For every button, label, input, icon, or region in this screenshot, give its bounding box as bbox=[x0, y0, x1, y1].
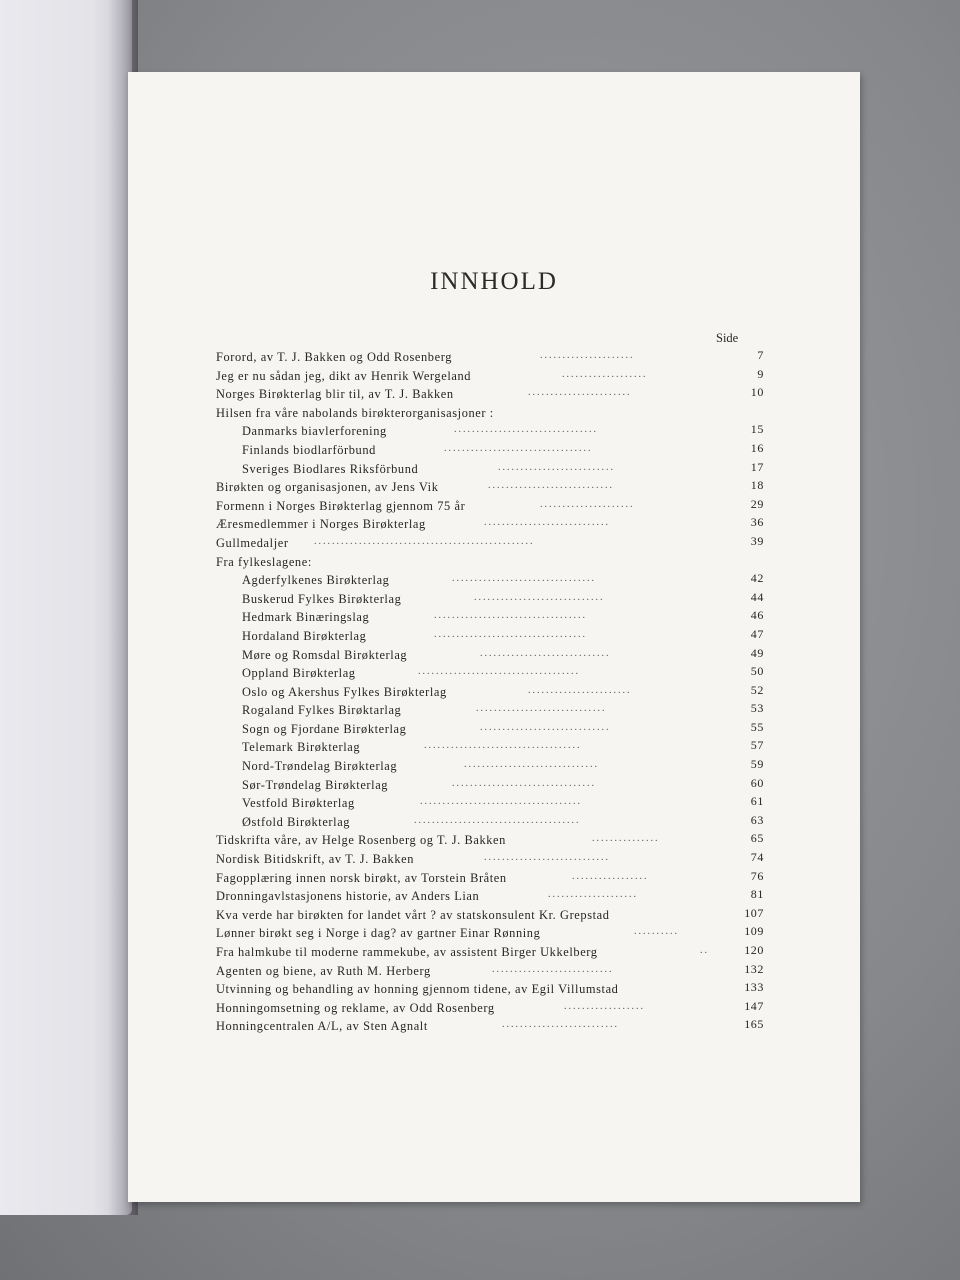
toc-leader-dots: ..................... bbox=[540, 498, 635, 510]
toc-page-number: 18 bbox=[750, 478, 764, 493]
toc-entry bbox=[216, 646, 764, 665]
toc-entry-title: Gullmedaljer bbox=[216, 535, 289, 550]
toc-page-number: 61 bbox=[750, 794, 764, 809]
toc-entry bbox=[216, 590, 764, 609]
toc-page-number: 81 bbox=[750, 887, 764, 902]
toc-page-number: 10 bbox=[750, 385, 764, 400]
toc-page-number: 7 bbox=[757, 348, 764, 362]
toc-entry bbox=[216, 683, 764, 702]
toc-entry-title: Sør-Trøndelag Birøkterlag bbox=[242, 777, 389, 792]
toc-entry-title: Birøkten og organisasjonen, av Jens Vik bbox=[216, 480, 439, 495]
toc-leader-dots: ................................ bbox=[452, 777, 596, 789]
toc-entry bbox=[216, 348, 764, 367]
toc-entry-title: Sveriges Biodlares Riksförbund bbox=[242, 461, 419, 476]
toc-leader-dots: ................. bbox=[572, 870, 649, 882]
toc-leader-dots: .................... bbox=[548, 889, 638, 901]
toc-entry bbox=[216, 534, 764, 553]
toc-entry-title: Norges Birøkterlag blir til, av T. J. Bakken bbox=[216, 387, 454, 402]
toc-page-number: 44 bbox=[750, 589, 764, 604]
toc-entry bbox=[216, 664, 764, 683]
toc-entry bbox=[216, 813, 764, 832]
toc-page-number: 165 bbox=[744, 1017, 764, 1032]
toc-leader-dots: ............... bbox=[592, 833, 660, 845]
toc-entry-title: Oslo og Akershus Fylkes Birøkterlag bbox=[242, 684, 447, 699]
toc-entry-title: Fra fylkeslagene: bbox=[216, 554, 312, 569]
toc-entry bbox=[216, 794, 764, 813]
toc-entry bbox=[216, 515, 764, 534]
toc-page-number: 107 bbox=[744, 905, 764, 920]
toc-entry bbox=[216, 441, 764, 460]
toc-entry-title: Nord-Trøndelag Birøkterlag bbox=[242, 759, 398, 774]
toc-leader-dots: ..................... bbox=[540, 350, 635, 361]
toc-leader-dots: ............................. bbox=[480, 721, 611, 733]
toc-entry bbox=[216, 478, 764, 497]
toc-entry bbox=[216, 367, 764, 386]
toc-leader-dots: .. bbox=[700, 945, 709, 956]
toc-page-number: 15 bbox=[750, 422, 764, 437]
toc-entry bbox=[216, 701, 764, 720]
toc-entry-title: Hilsen fra våre nabolands birøkterorganisasjoner : bbox=[216, 405, 494, 420]
toc-entry-title: Fagopplæring innen norsk birøkt, av Torstein Bråten bbox=[216, 870, 507, 885]
toc-page-number: 120 bbox=[744, 943, 764, 957]
toc-entry-title: Oppland Birøkterlag bbox=[242, 666, 356, 681]
toc-page-number: 17 bbox=[750, 459, 764, 474]
toc-leader-dots: ................................ bbox=[452, 573, 596, 585]
toc-entry-title: Buskerud Fylkes Birøkterlag bbox=[242, 591, 402, 606]
table-of-contents bbox=[216, 348, 764, 1036]
toc-page-number: 57 bbox=[750, 738, 764, 753]
toc-page-number: 50 bbox=[750, 664, 764, 679]
toc-entry-title: Formenn i Norges Birøkterlag gjennom 75 år bbox=[216, 498, 466, 513]
toc-leader-dots: ..................................... bbox=[414, 814, 581, 826]
toc-page-number: 132 bbox=[744, 961, 764, 976]
toc-leader-dots: .................................. bbox=[434, 628, 587, 640]
toc-entry-title: Utvinning og behandling av honning gjennom tidene, av Egil Villumstad bbox=[216, 982, 619, 997]
toc-leader-dots: ............................. bbox=[480, 647, 611, 659]
toc-leader-dots: ............................. bbox=[474, 591, 605, 603]
toc-entry bbox=[216, 404, 764, 423]
toc-entry bbox=[216, 553, 764, 572]
toc-page-number: 16 bbox=[750, 440, 764, 455]
toc-entry-title: Nordisk Bitidskrift, av T. J. Bakken bbox=[216, 852, 415, 867]
toc-entry-title: Agenten og biene, av Ruth M. Herberg bbox=[216, 963, 431, 978]
toc-leader-dots: .......................... bbox=[502, 1019, 619, 1031]
toc-leader-dots: ....................... bbox=[528, 387, 632, 399]
toc-entry-title: Forord, av T. J. Bakken og Odd Rosenberg bbox=[216, 350, 452, 364]
toc-leader-dots: .......................... bbox=[498, 461, 615, 473]
toc-leader-dots: ................................ bbox=[454, 424, 598, 436]
toc-entry bbox=[216, 460, 764, 479]
toc-entry bbox=[216, 776, 764, 795]
toc-leader-dots: ............................. bbox=[476, 703, 607, 715]
toc-entry bbox=[216, 906, 764, 925]
toc-entry-title: Finlands biodlarförbund bbox=[242, 442, 376, 457]
toc-entry bbox=[216, 962, 764, 981]
toc-entry-title: Æresmedlemmer i Norges Birøkterlag bbox=[216, 517, 426, 532]
toc-entry bbox=[216, 571, 764, 590]
toc-page-number: 46 bbox=[750, 608, 764, 623]
toc-entry-title: Honningcentralen A/L, av Sten Agnalt bbox=[216, 1019, 428, 1034]
toc-page-number: 63 bbox=[750, 812, 764, 827]
toc-entry bbox=[216, 422, 764, 441]
toc-entry bbox=[216, 497, 764, 516]
toc-entry bbox=[216, 924, 764, 943]
toc-entry-title: Møre og Romsdal Birøkterlag bbox=[242, 647, 408, 662]
page-column-label: Side bbox=[716, 331, 739, 345]
toc-entry bbox=[216, 608, 764, 627]
toc-page-number: 147 bbox=[744, 998, 764, 1013]
toc-entry bbox=[216, 627, 764, 646]
toc-entry bbox=[216, 385, 764, 404]
toc-leader-dots: ....................... bbox=[528, 684, 632, 696]
toc-leader-dots: ................................................. bbox=[314, 535, 535, 547]
toc-page-number: 36 bbox=[750, 515, 764, 530]
toc-entry bbox=[216, 738, 764, 757]
toc-entry bbox=[216, 999, 764, 1018]
toc-leader-dots: ............................ bbox=[484, 852, 610, 864]
toc-leader-dots: ............................ bbox=[484, 517, 610, 529]
toc-entry bbox=[216, 720, 764, 739]
toc-page-number: 59 bbox=[750, 757, 764, 772]
toc-leader-dots: .................................. bbox=[434, 610, 587, 622]
toc-page-number: 133 bbox=[744, 980, 764, 995]
toc-entry-title: Lønner birøkt seg i Norge i dag? av gartner Einar Rønning bbox=[216, 926, 541, 941]
toc-entry-title: Dronningavlstasjonens historie, av Anders Lian bbox=[216, 889, 480, 904]
toc-entry-title: Jeg er nu sådan jeg, dikt av Henrik Wergeland bbox=[216, 368, 472, 383]
toc-page-number: 109 bbox=[744, 924, 764, 939]
toc-page-number: 9 bbox=[757, 366, 764, 381]
toc-entry bbox=[216, 1017, 764, 1036]
toc-page-number: 76 bbox=[750, 868, 764, 883]
contents-page bbox=[128, 72, 860, 1202]
toc-entry-title: Vestfold Birøkterlag bbox=[242, 796, 355, 811]
toc-leader-dots: .............................. bbox=[464, 759, 599, 771]
toc-entry bbox=[216, 943, 764, 962]
toc-page-number: 53 bbox=[750, 701, 764, 716]
toc-page-number: 49 bbox=[750, 645, 764, 660]
toc-entry-title: Hordaland Birøkterlag bbox=[242, 628, 367, 643]
toc-entry bbox=[216, 850, 764, 869]
toc-entry bbox=[216, 831, 764, 850]
page-title: INNHOLD bbox=[430, 268, 558, 295]
toc-leader-dots: .................. bbox=[564, 1000, 645, 1012]
toc-page-number: 47 bbox=[750, 626, 764, 641]
toc-leader-dots: ............................ bbox=[488, 480, 614, 492]
toc-entry-title: Sogn og Fjordane Birøkterlag bbox=[242, 721, 407, 736]
toc-leader-dots: ........................... bbox=[492, 963, 614, 975]
toc-entry-title: Fra halmkube til moderne rammekube, av assistent Birger Ukkelberg bbox=[216, 945, 598, 959]
toc-page-number: 29 bbox=[750, 496, 764, 511]
toc-entry-title: Rogaland Fylkes Birøktarlag bbox=[242, 703, 402, 718]
toc-entry bbox=[216, 887, 764, 906]
toc-page-number: 42 bbox=[750, 571, 764, 586]
toc-leader-dots: .................................... bbox=[420, 796, 582, 808]
toc-leader-dots: .................................... bbox=[418, 666, 580, 678]
toc-entry-title: Telemark Birøkterlag bbox=[242, 740, 361, 755]
toc-entry bbox=[216, 757, 764, 776]
toc-leader-dots: ................................... bbox=[424, 740, 582, 752]
toc-page-number: 55 bbox=[750, 719, 764, 734]
toc-entry-title: Hedmark Binæringslag bbox=[242, 610, 370, 625]
toc-page-number: 39 bbox=[750, 533, 764, 548]
toc-entry bbox=[216, 980, 764, 999]
toc-leader-dots: ................... bbox=[562, 368, 648, 380]
toc-entry-title: Tidskrifta våre, av Helge Rosenberg og T. J. Bakken bbox=[216, 833, 506, 848]
toc-entry-title: Agderfylkenes Birøkterlag bbox=[242, 573, 390, 588]
toc-leader-dots: .......... bbox=[634, 926, 679, 938]
toc-page-number: 52 bbox=[750, 682, 764, 697]
toc-entry bbox=[216, 869, 764, 888]
toc-page-number: 74 bbox=[750, 850, 764, 865]
toc-entry-title: Danmarks biavlerforening bbox=[242, 424, 387, 439]
toc-page-number: 65 bbox=[750, 831, 764, 846]
toc-entry-title: Kva verde har birøkten for landet vårt ? av statskonsulent Kr. Grepstad bbox=[216, 907, 610, 922]
toc-entry-title: Honningomsetning og reklame, av Odd Rosenberg bbox=[216, 1000, 495, 1015]
toc-entry-title: Østfold Birøkterlag bbox=[242, 814, 351, 829]
toc-page-number: 60 bbox=[750, 775, 764, 790]
toc-leader-dots: ................................. bbox=[444, 442, 593, 454]
